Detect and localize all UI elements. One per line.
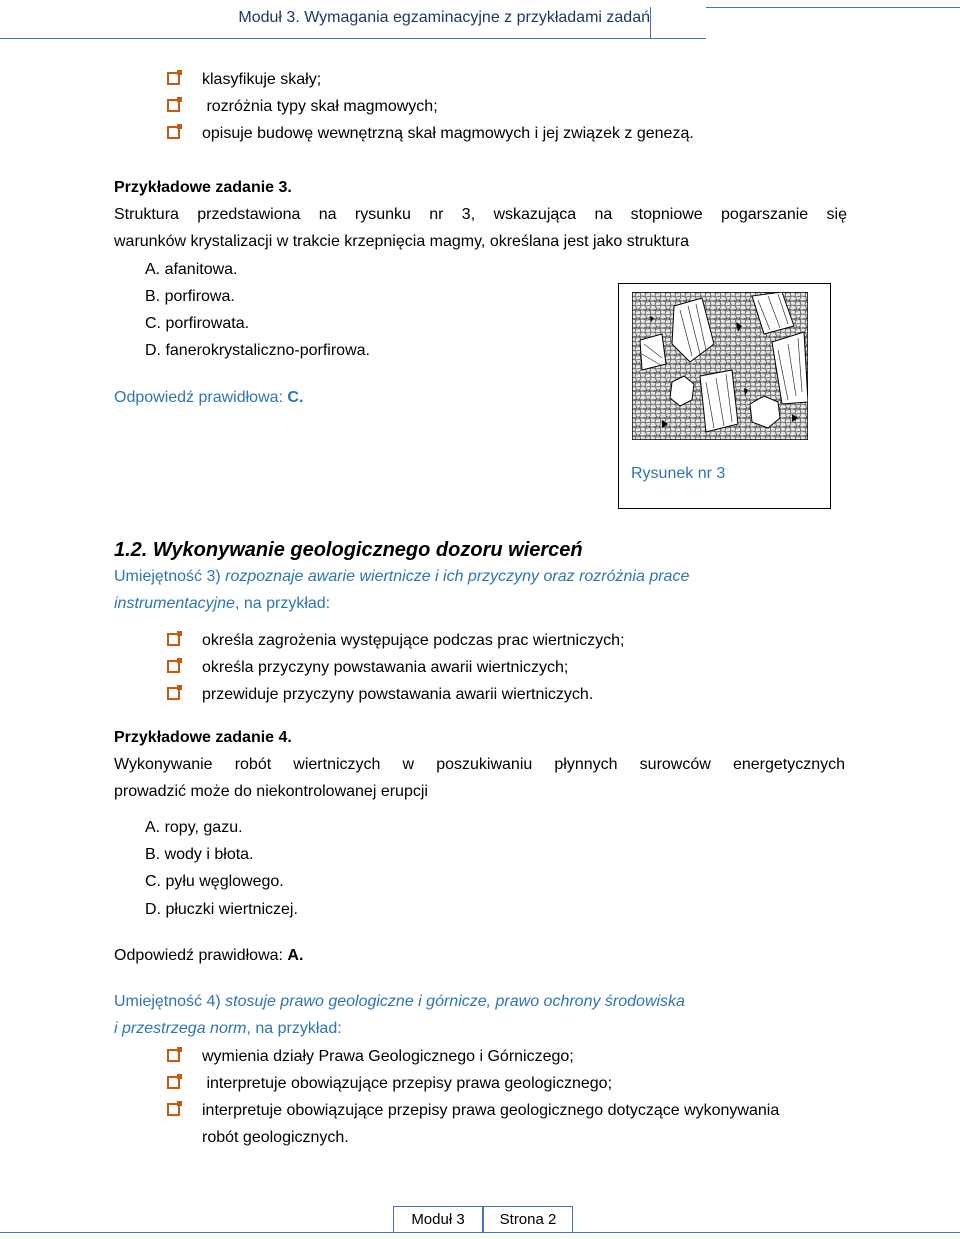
skill3-line (114, 594, 330, 614)
checkbox-bullet-icon (167, 1049, 180, 1062)
list-item: określa przyczyny powstawania awarii wiertniczych; (202, 659, 569, 676)
header-divider (0, 38, 706, 39)
header-box (650, 7, 707, 38)
skill-description: instrumentacyjne (114, 595, 235, 612)
list-item: przewiduje przyczyny powstawania awarii wiertniczych. (202, 686, 594, 703)
checkbox-bullet-icon (167, 633, 180, 646)
task3-option-c: C. porfirowata. (145, 315, 250, 332)
list-item: interpretuje obowiązujące przepisy prawa geologicznego; (202, 1075, 613, 1092)
checkbox-bullet-icon (167, 660, 180, 673)
task3-option-d: D. fanerokrystaliczno-porfirowa. (145, 342, 370, 359)
rock-structure-figure (632, 292, 808, 440)
answer-letter: A. (287, 947, 304, 964)
checkbox-bullet-icon (167, 72, 180, 85)
checkbox-bullet-icon (167, 99, 180, 112)
task4-option-d: D. płuczki wiertniczej. (145, 901, 298, 918)
answer-label: Odpowiedź prawidłowa: (114, 947, 288, 964)
list-item-continuation: robót geologicznych. (202, 1129, 349, 1146)
task4-option-c: C. pyłu węglowego. (145, 873, 284, 890)
skill-number: Umiejętność 4) (114, 993, 226, 1010)
list-item: opisuje budowę wewnętrzną skał magmowych i jej związek z genezą. (202, 125, 694, 142)
skill-number: Umiejętność 3) (114, 568, 226, 585)
task3-text-line: Struktura przedstawiona na rysunku nr 3, wskazująca na stopniowe pogarszanie się (114, 206, 847, 223)
task4-option-a: A. ropy, gazu. (145, 819, 243, 836)
task4-heading: Przykładowe zadanie 4. (114, 729, 292, 746)
task3-text-line: warunków krystalizacji w trakcie krzepnięcia magmy, określana jest jako struktura (114, 233, 690, 250)
task4-text-line: prowadzić może do niekontrolowanej erupcji (114, 783, 428, 800)
footer-module: Moduł 3 (393, 1206, 483, 1232)
skill4-line (114, 1019, 342, 1039)
task3-option-a: A. afanitowa. (145, 261, 238, 278)
task3-option-b: B. porfirowa. (145, 288, 235, 305)
answer-label: Odpowiedź prawidłowa: (114, 389, 288, 406)
skill3-line (114, 567, 689, 587)
checkbox-bullet-icon (167, 1076, 180, 1089)
section-title: 1.2. Wykonywanie geologicznego dozoru wierceń (114, 539, 583, 561)
skill-suffix: , na przykład: (246, 1020, 342, 1037)
skill-description: stosuje prawo geologiczne i górnicze, prawo ochrony środowiska (225, 993, 685, 1010)
skill-description: i przestrzega norm (114, 1020, 247, 1037)
checkbox-bullet-icon (167, 1103, 180, 1116)
skill-description: rozpoznaje awarie wiertnicze i ich przyczyny oraz rozróżnia prace (225, 568, 690, 585)
task3-answer (114, 388, 303, 408)
list-item: rozróżnia typy skał magmowych; (202, 98, 438, 115)
list-item: wymienia działy Prawa Geologicznego i Górniczego; (202, 1048, 574, 1065)
skill4-line (114, 992, 685, 1012)
footer-page-number: Strona 2 (483, 1206, 573, 1232)
task3-heading: Przykładowe zadanie 3. (114, 179, 292, 196)
list-item: określa zagrożenia występujące podczas prac wiertniczych; (202, 632, 625, 649)
figure-caption: Rysunek nr 3 (631, 465, 726, 482)
answer-letter: C. (287, 389, 304, 406)
task4-text-line: Wykonywanie robót wiertniczych w poszukiwaniu płynnych surowców energetycznych (114, 756, 845, 773)
task4-option-b: B. wody i błota. (145, 846, 254, 863)
checkbox-bullet-icon (167, 687, 180, 700)
checkbox-bullet-icon (167, 126, 180, 139)
footer-divider (0, 1232, 960, 1233)
skill-suffix: , na przykład: (234, 595, 331, 612)
page-header-title: Moduł 3. Wymagania egzaminacyjne z przykładami zadań (238, 9, 650, 26)
header-rule (706, 7, 960, 8)
list-item: interpretuje obowiązujące przepisy prawa geologicznego dotyczące wykonywania (202, 1102, 780, 1119)
list-item: klasyfikuje skały; (202, 71, 322, 88)
task4-answer (114, 946, 303, 966)
